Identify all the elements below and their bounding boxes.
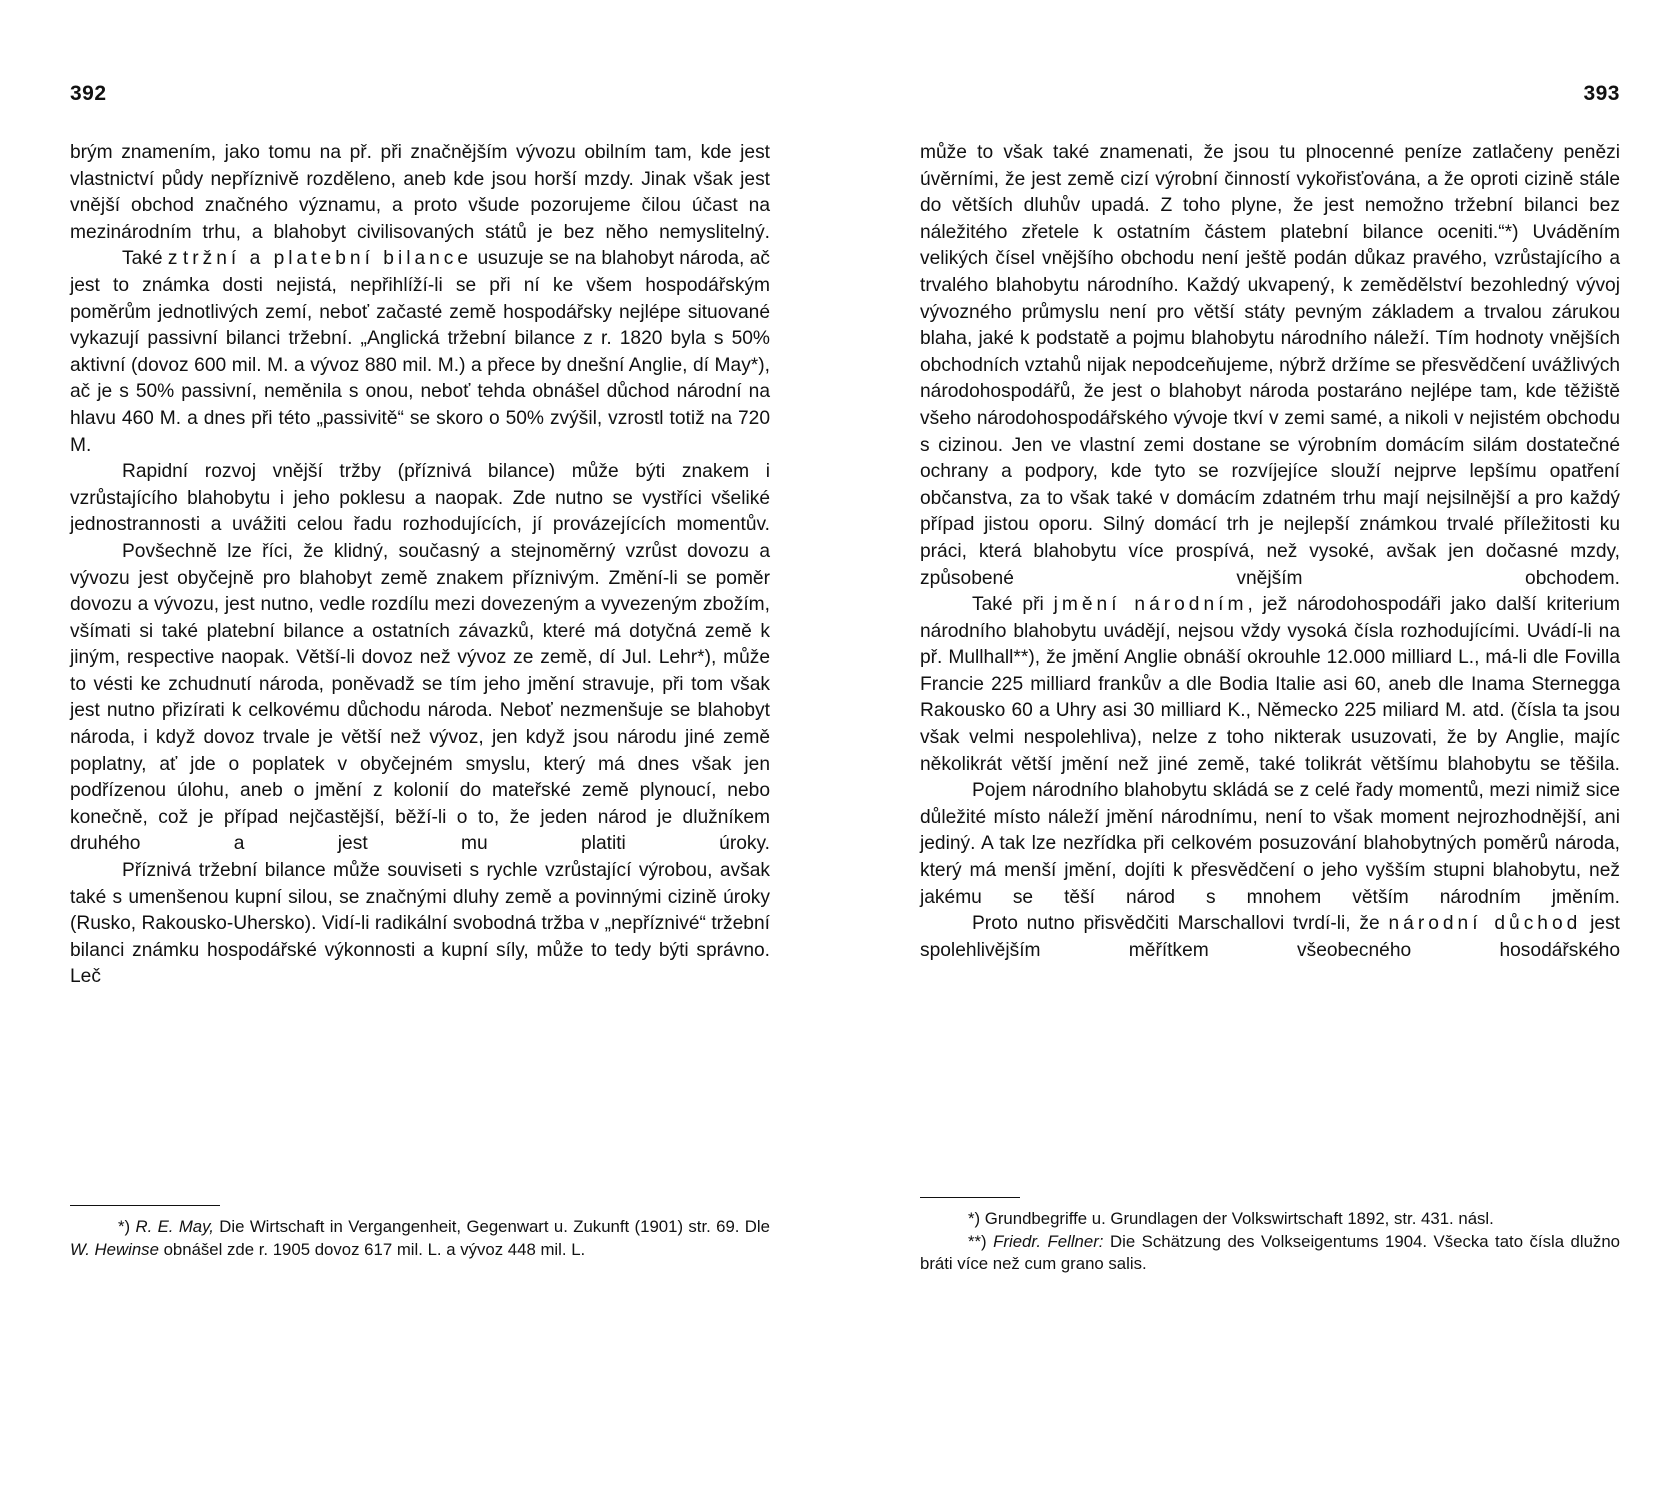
paragraph-lead: Také při	[972, 594, 1054, 616]
paragraph: Povšechně lze říci, že klidný, současný a stejnoměrný vzrůst dovozu a vývozu jest obyčejně pro blahobyt země znakem příznivým. Změní-li se poměr dovozu a vývozu, jest nutno, vedle rozdílu mezi dovezeným a vyvezeným zbožím, všímati si také platební bilance a ostatních závazků, které má dotyčná země k jiným, respective naopak. Větší-li dovoz než vývoz ze země, dí Jul. Lehr*), může to vésti ke zchudnutí národa, poněvadž se tím jeho jmění stravuje, při tom však jest nutno přizírati k celkovému důchodu národa. Neboť nezmenšuje se blahobyt národa, i když dovoz trvale je větší než vývoz, jen když jsou národu jiné země poplatny, ať jde o poplatek v obyčejném smyslu, který má dnes však jen podřízenou úlohu, aneb o jmění z kolonií do mateřské země plynoucí, nebo konečně, což je případ nejčastější, běží-li o to, že jeden národ je dlužníkem druhého a jest mu platiti úroky.	[70, 540, 770, 855]
right-footnotes	[920, 1208, 1620, 1276]
footnote-text: Die Schätzung des Volkseigentums 1904. Všecka tato čísla dlužno bráti více než cum grano salis.	[920, 1231, 1620, 1274]
footnote-text: Grundbegriffe u. Grundlagen der Volkswirtschaft 1892, str. 431. násl.	[980, 1209, 1494, 1228]
footnote-marker: *)	[968, 1209, 981, 1228]
paragraph	[920, 911, 1620, 964]
paragraph-body: usuzuje se na blahobyt národa, ač jest to známka dosti nejistá, nepřihlíží-li se při ní ke všem hospodářským poměrům jednotlivých zemí, neboť začasté země hospodářsky nejlépe situované vykazují passivní bilanci tržební. „Anglická tržební bilance z r. 1820 byla s 50% aktivní (dovoz 600 mil. M. a vývoz 880 mil. M.) a přece by dnešní Anglie, dí May*), ač je s 50% passivní, neměnila s onou, neboť tehda obnášel důchod národní na hlavu 460 M. a dnes při této „passivitě“ se skoro o 50% zvýšil, vzrostl totiž na 720 M.	[70, 248, 770, 456]
right-body-text	[920, 140, 1620, 964]
left-body-text	[70, 140, 770, 991]
spaced-emphasis: národní důchod	[1388, 913, 1582, 935]
left-footnotes	[70, 1216, 770, 1261]
spaced-emphasis: jmění národním	[1053, 594, 1248, 616]
footnote-rule	[920, 1197, 1020, 1198]
footnote-text: Die Wirtschaft in Vergangenheit, Gegenwart u. Zukunft (1901) str. 69. Dle	[213, 1217, 770, 1236]
paragraph	[920, 592, 1620, 778]
page-number-left: 392	[70, 82, 107, 105]
paragraph-body: jest spolehlivějším měřítkem všeobecného hosodářského	[920, 913, 1620, 961]
paragraph-lead: Proto nutno přisvědčiti Marschallovi tvrdí-li, že	[972, 913, 1389, 935]
paragraph: Příznivá tržební bilance může souviseti s rychle vzrůstající výrobou, avšak také s umenšenou kupní silou, se značnými dluhy země a povinnými cizině úroky (Rusko, Rakousko-Uhersko). Vidí-li radikální svobodná tržba v „nepříznivé“ tržební bilanci známku hospodářské výkonnosti a kupní síly, může to tedy býti správno. Leč	[70, 860, 770, 988]
page-number-right: 393	[1583, 82, 1620, 105]
paragraph: brým znamením, jako tomu na př. při značnějším vývozu obilním tam, kde jest vlastnictví půdy nepříznivě rozděleno, aneb kde jsou horší mzdy. Jinak však jest vnější obchod značného významu, a proto všude pozorujeme čilou účast na mezinárodním trhu, a blahobyt civilisovaných států je bez něho nemyslitelný.	[70, 142, 770, 243]
footnote-author: Friedr. Fellner:	[993, 1231, 1104, 1251]
footnote-author: W. Hewinse	[70, 1239, 159, 1259]
footnote	[70, 1216, 770, 1261]
paragraph-body: , jež národohospodáři jako další kriterium národního blahobytu uvádějí, nejsou vždy vysoká čísla rozhodujícími. Uvádí-li na př. Mullhall**), že jmění Anglie obnáší okrouhle 12.000 milliard L., má-li dle Fovilla Francie 225 milliard frankův a dle Bodia Italie asi 60, aneb dle Inama Sternegga Rakousko 60 a Uhry asi 30 milliard K., Německo 225 miliard M. atd. (čísla ta jsou však velmi nespolehliva), nelze z toho nikterak usuzovati, že by Anglie, majíc několikrát větší jmění než jiné země, také tolikrát většímu blahobytu se těšila.	[920, 594, 1620, 775]
footnote-author: R. E. May,	[135, 1217, 214, 1236]
footnote	[920, 1231, 1620, 1276]
paragraph-lead: Také z	[122, 248, 183, 270]
paragraph: Pojem národního blahobytu skládá se z celé řady momentů, mezi nimiž sice důležité místo náleží jmění národnímu, není to však moment nejrozhodnější, ani jediný. A tak lze nezřídka při celkovém posuzování blahobytných poměrů národa, který má menší jmění, dojíti k přesvědčení o jeho vyšším stupni blahobytu, než jakému se těší národ s mnohem větším národním jměním.	[920, 780, 1620, 908]
left-page	[70, 0, 770, 1500]
paragraph	[70, 246, 770, 459]
footnote-text: obnášel zde r. 1905 dovoz 617 mil. L. a vývoz 448 mil. L.	[158, 1239, 586, 1259]
spaced-emphasis: tržní a platební bilance	[182, 248, 473, 270]
right-page	[920, 0, 1620, 1500]
footnote-rule	[70, 1205, 220, 1206]
paragraph: může to však také znamenati, že jsou tu plnocenné peníze zatlačeny penězi úvěrními, že jest země cizí výrobní činností vykořisťována, a že oproti cizině stále do větších dluhův upadá. Z toho plyne, že jest nemožno tržební bilanci bez náležitého zřetele k ostatním částem platební bilance oceniti.“*) Uváděním velikých čísel vnějšího obchodu není ještě podán důkaz pravého, vzrůstajícího a trvalého blahobytu národního. Každý ukvapený, k zemědělství bezohledný vývoj vývozného průmyslu není pro větší státy pevným základem a trvalou zárukou blaha, jaké k podstatě a pojmu blahobytu národního náleží. Tím hodnoty vnějších obchodních vztahů nijak nepodceňujeme, nýbrž držíme se přesvědčení uvážlivých národohospodářů, že jest o blahobyt národa postaráno nejlépe tam, kde těžiště všeho národohospodářského vývoje tkví v zemi samé, a nikoli v nejistém obchodu s cizinou. Jen ve vlastní zemi dostane se výrobním domácím silám dostatečné ochrany a podpory, kde tyto se rozvíjejíce slouží nejprve lepšímu opatření občanstva, za to však také v domácím zdatném trhu mají nejsilnější a pro každý případ jistou oporu. Silný domácí trh je nejlepší známkou trvalé příležitosti ku práci, která blahobytu více prospívá, než vysoké, avšak jen dočasné mzdy, způsobené vnějším obchodem.	[920, 142, 1620, 589]
footnote-marker: **)	[968, 1231, 987, 1251]
paragraph: Rapidní rozvoj vnější tržby (příznivá bilance) může býti znakem i vzrůstajícího blahobytu i jeho poklesu a naopak. Zde nutno se vystříci všeliké jednostrannosti a uvážiti celou řadu rozhodujících, jí provázejících momentův.	[70, 461, 770, 536]
footnote-marker: *)	[118, 1217, 131, 1236]
footnote	[920, 1208, 1620, 1231]
